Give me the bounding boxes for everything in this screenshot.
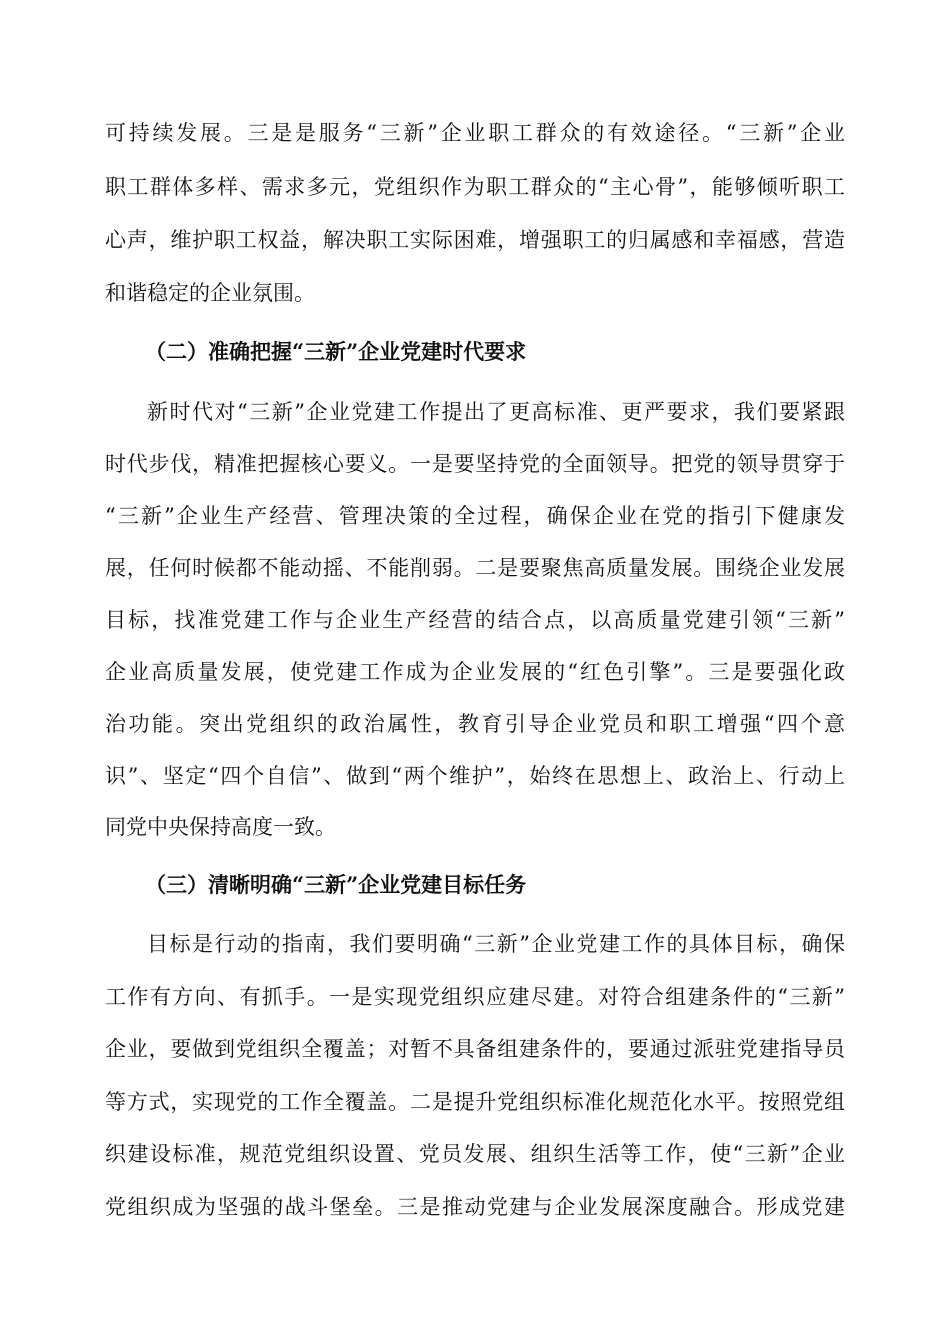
paragraph-line: 新时代对“三新”企业党建工作提出了更高标准、更严要求，我们要紧跟 <box>147 400 845 424</box>
paragraph-line: 同党中央保持高度一致。 <box>105 815 336 839</box>
paragraph-line: 企业高质量发展，使党建工作成为企业发展的“红色引擎”。三是要强化政 <box>105 660 845 684</box>
paragraph-line: 目标是行动的指南，我们要明确“三新”企业党建工作的具体目标，确保 <box>147 932 845 956</box>
paragraph-line: 党组织成为坚强的战斗堡垒。三是推动党建与企业发展深度融合。形成党建 <box>105 1195 845 1219</box>
paragraph-line: 工作有方向、有抓手。一是实现党组织应建尽建。对符合组建条件的“三新” <box>105 985 845 1009</box>
paragraph-line: 展，任何时候都不能动摇、不能削弱。二是要聚焦高质量发展。围绕企业发展 <box>105 556 845 580</box>
paragraph-line: 识”、坚定“四个自信”、做到“两个维护”，始终在思想上、政治上、行动上 <box>105 764 845 788</box>
paragraph-line: “三新”企业生产经营、管理决策的全过程，确保企业在党的指引下健康发 <box>105 504 845 528</box>
paragraph-line: 可持续发展。三是是服务“三新”企业职工群众的有效途径。“三新”企业 <box>105 121 845 145</box>
section-heading: （二）准确把握“三新”企业党建时代要求 <box>145 339 527 364</box>
paragraph-line: 和谐稳定的企业氛围。 <box>105 281 315 305</box>
paragraph-line: 心声，维护职工权益，解决职工实际困难，增强职工的归属感和幸福感，营造 <box>105 228 845 252</box>
paragraph-line: 职工群体多样、需求多元，党组织作为职工群众的“主心骨”，能够倾听职工 <box>105 175 845 199</box>
section-heading: （三）清晰明确“三新”企业党建目标任务 <box>145 872 527 897</box>
paragraph-line: 治功能。突出党组织的政治属性，教育引导企业党员和职工增强“四个意 <box>105 712 845 736</box>
paragraph-line: 目标，找准党建工作与企业生产经营的结合点，以高质量党建引领“三新” <box>105 608 845 632</box>
paragraph-line: 企业，要做到党组织全覆盖；对暂不具备组建条件的，要通过派驻党建指导员 <box>105 1037 845 1061</box>
paragraph-line: 等方式，实现党的工作全覆盖。二是提升党组织标准化规范化水平。按照党组 <box>105 1090 845 1114</box>
paragraph-line: 织建设标准，规范党组织设置、党员发展、组织生活等工作，使“三新”企业 <box>105 1142 845 1166</box>
paragraph-line: 时代步伐，精准把握核心要义。一是要坚持党的全面领导。把党的领导贯穿于 <box>105 452 845 476</box>
